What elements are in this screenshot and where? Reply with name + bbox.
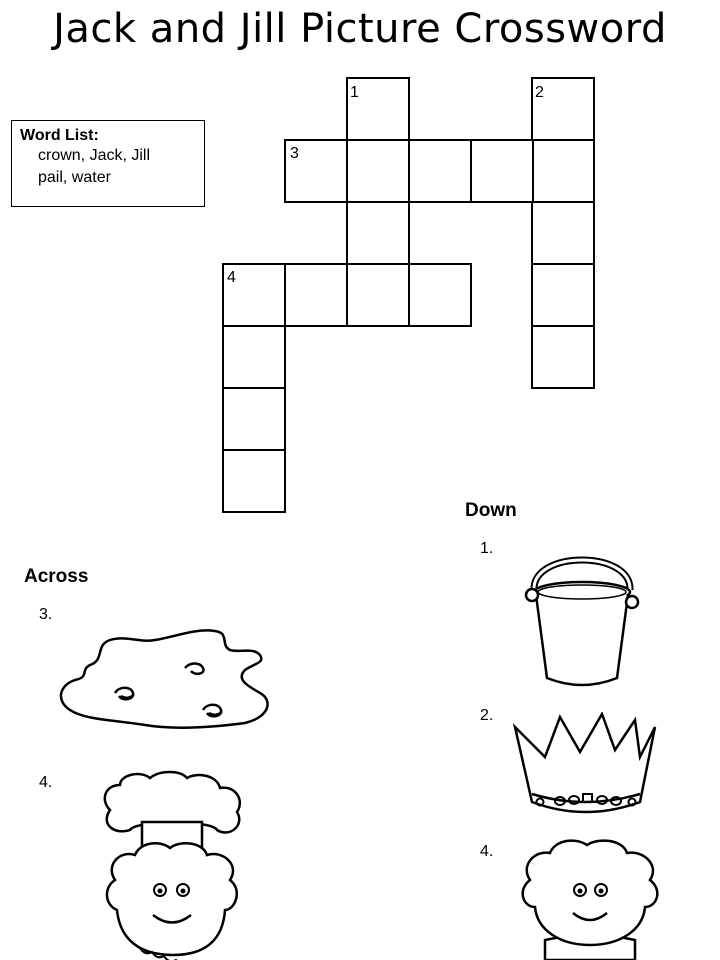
word-list-line-1: crown, Jack, Jill (38, 147, 151, 164)
puddle-of-water-icon (55, 625, 275, 735)
jill-face-icon (515, 835, 665, 960)
crossword-cell[interactable] (532, 264, 594, 326)
across-clue-3: 3. (39, 606, 53, 623)
crossword-cell[interactable] (223, 388, 285, 450)
across-clue-4: 4. (39, 774, 53, 791)
crossword-cell[interactable] (532, 140, 594, 202)
crossword-cell[interactable] (223, 326, 285, 388)
grid-number-4: 4 (227, 269, 236, 286)
grid-number-2: 2 (535, 84, 544, 101)
word-list-line-2: pail, water (38, 169, 111, 186)
crown-icon (510, 712, 660, 822)
crossword-cell[interactable] (471, 140, 533, 202)
crossword-cell[interactable] (347, 140, 409, 202)
across-heading: Across (24, 566, 89, 587)
pail-icon (522, 540, 642, 690)
crossword-cell[interactable] (347, 202, 409, 264)
down-clue-1: 1. (480, 540, 494, 557)
down-clue-4: 4. (480, 843, 494, 860)
page-title: Jack and Jill Picture Crossword (53, 6, 667, 52)
crossword-cell[interactable] (347, 264, 409, 326)
crossword-cell[interactable] (532, 326, 594, 388)
crossword-cell[interactable] (285, 264, 347, 326)
crossword-cell[interactable] (532, 202, 594, 264)
down-clue-2: 2. (480, 707, 494, 724)
down-heading: Down (465, 500, 517, 521)
jack-face-with-crown-icon (95, 770, 255, 960)
grid-number-1: 1 (350, 84, 359, 101)
word-list-heading: Word List: (20, 127, 99, 144)
grid-number-3: 3 (290, 145, 299, 162)
crossword-cell[interactable] (223, 450, 285, 512)
crossword-cell[interactable] (409, 264, 471, 326)
crossword-cell[interactable] (409, 140, 471, 202)
